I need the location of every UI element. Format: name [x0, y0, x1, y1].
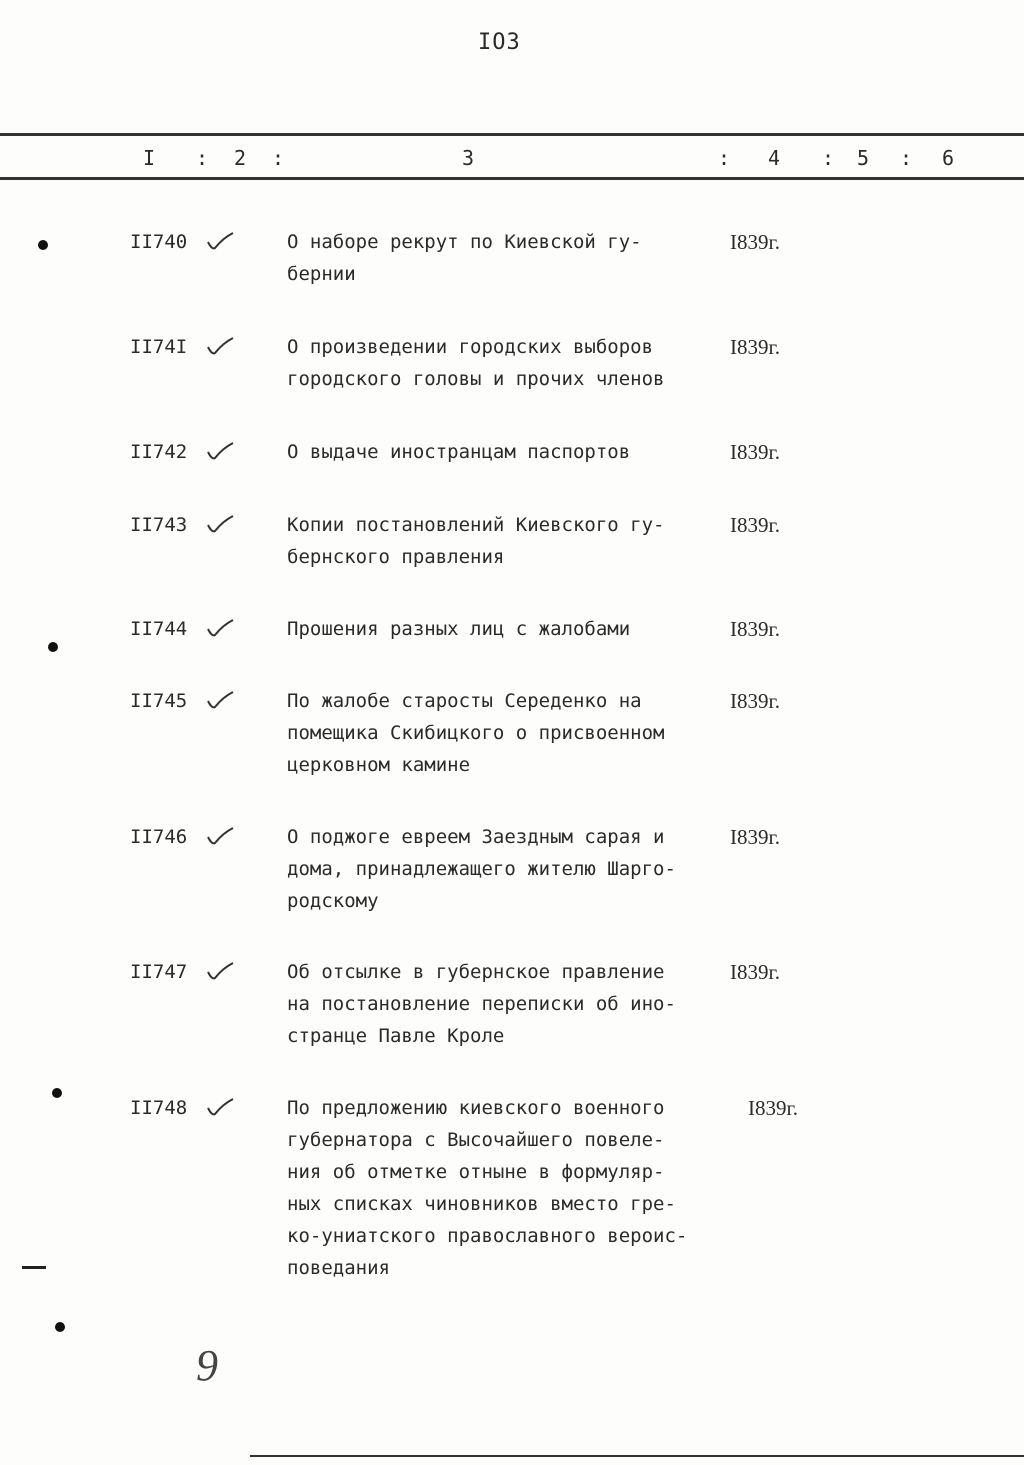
entry-number: II744: [130, 618, 188, 640]
entry-year: I839г.: [730, 825, 780, 849]
checkmark-icon: [205, 960, 235, 982]
entry-year: I839г.: [730, 960, 780, 984]
page-number: IO3: [478, 30, 521, 55]
entry-year: I839г.: [748, 1096, 798, 1120]
entry-year: I839г.: [730, 617, 780, 641]
entry-title-line: бернии: [287, 263, 356, 285]
entry-title-line: на постановление переписки об ино-: [287, 993, 676, 1015]
margin-dot: [38, 240, 48, 250]
entry-year: I839г.: [730, 440, 780, 464]
entry-title-line: помещика Скибицкого о присвоенном: [287, 722, 665, 744]
entry-number: II746: [130, 826, 188, 848]
entry-number: II745: [130, 690, 188, 712]
entry-number: II748: [130, 1097, 188, 1119]
entry-title: [287, 436, 727, 468]
entry-year: I839г.: [730, 513, 780, 537]
entry-title: [287, 226, 727, 290]
entry-title-line: О выдаче иностранцам паспортов: [287, 441, 631, 463]
entry-title-line: дома, принадлежащего жителю Шарго-: [287, 858, 676, 880]
column-header-6: 6: [942, 146, 955, 170]
entry-title-line: Об отсылке в губернское правление: [287, 961, 665, 983]
margin-dot: [52, 1088, 62, 1098]
column-header-1: I: [143, 146, 156, 170]
entry-title: [287, 509, 727, 573]
entry-title-line: бернского правления: [287, 546, 505, 568]
entry-title-line: ния об отметке отныне в формуляр-: [287, 1161, 665, 1183]
checkmark-icon: [205, 689, 235, 711]
entry-title: [287, 685, 727, 781]
header-bottom-rule: [0, 177, 1024, 180]
entry-number: II747: [130, 961, 188, 983]
column-header-3: 3: [462, 146, 475, 170]
entry-number: II743: [130, 514, 188, 536]
entry-title-line: О произведении городских выборов: [287, 336, 654, 358]
entry-title-line: По жалобе старосты Середенко на: [287, 690, 642, 712]
entry-title-line: городского головы и прочих членов: [287, 368, 665, 390]
entry-title-line: По предложению киевского военного: [287, 1097, 665, 1119]
entry-number: II740: [130, 231, 188, 253]
entry-title: [287, 613, 727, 645]
margin-mark: [22, 1266, 46, 1269]
margin-dot: [55, 1322, 65, 1332]
bottom-rule: [250, 1455, 1024, 1457]
entry-title-line: губернатора с Высочайшего повеле-: [287, 1129, 665, 1151]
checkmark-icon: [205, 513, 235, 535]
checkmark-icon: [205, 335, 235, 357]
checkmark-icon: [205, 1096, 235, 1118]
entry-title-line: О поджоге евреем Заездным сарая и: [287, 826, 665, 848]
checkmark-icon: [205, 440, 235, 462]
entry-year: I839г.: [730, 230, 780, 254]
entry-year: I839г.: [730, 335, 780, 359]
entry-title: [287, 956, 727, 1052]
entry-year: I839г.: [730, 689, 780, 713]
column-header-5: 5: [857, 146, 870, 170]
entry-title-line: поведания: [287, 1257, 390, 1279]
entry-title-line: церковном камине: [287, 754, 471, 776]
archive-page: IO3 I : 2 : 3 : 4 : 5 : 6 II740 О наборе рекрут по Киевской гу- бернии I839г. II74I О произведении городских выборов городского головы и прочих членов I839г. II742 О выдаче иностранцам паспортов I839г. II743 Копии постановлений Киевского гу- бернского правления I839г. II744 Прошения разных лиц с жалобами I839г. II745 По жалобе старосты Середенко на помещика Скибицкого о присвоенном церковном камине I839г. II746 О поджоге евреем Заездным сарая и дома, принадлежащего жителю Шарго- родскому I839г. II747 Об отсылке в губернское правление на постановление переписки об ино- странце Павле Кроле I839г. II748 По предложению киевского военного губернатора с Высочайшего повеле- ния об отметке отныне в формуляр- ных списках чиновников вместо гре- ко-униатского православного вероис- поведания I839г. 9: [0, 0, 1024, 1465]
column-header-2: 2: [234, 146, 247, 170]
checkmark-icon: [205, 825, 235, 847]
header-top-rule: [0, 133, 1024, 136]
entry-title-line: странце Павле Кроле: [287, 1025, 505, 1047]
entry-title-line: ных списках чиновников вместо гре-: [287, 1193, 676, 1215]
margin-dot: [48, 642, 58, 652]
entry-title-line: родскому: [287, 890, 379, 912]
checkmark-icon: [205, 230, 235, 252]
entry-title-line: Прошения разных лиц с жалобами: [287, 618, 631, 640]
column-header-4: 4: [768, 146, 781, 170]
entry-title: [287, 331, 727, 395]
handwritten-note: 9: [196, 1341, 218, 1390]
entry-title-line: О наборе рекрут по Киевской гу-: [287, 231, 642, 253]
entry-number: II74I: [130, 336, 188, 358]
checkmark-icon: [205, 617, 235, 639]
entry-title: [287, 821, 727, 917]
entry-title: [287, 1092, 727, 1284]
entry-title-line: Копии постановлений Киевского гу-: [287, 514, 665, 536]
entry-number: II742: [130, 441, 188, 463]
entry-title-line: ко-униатского православного вероис-: [287, 1225, 688, 1247]
